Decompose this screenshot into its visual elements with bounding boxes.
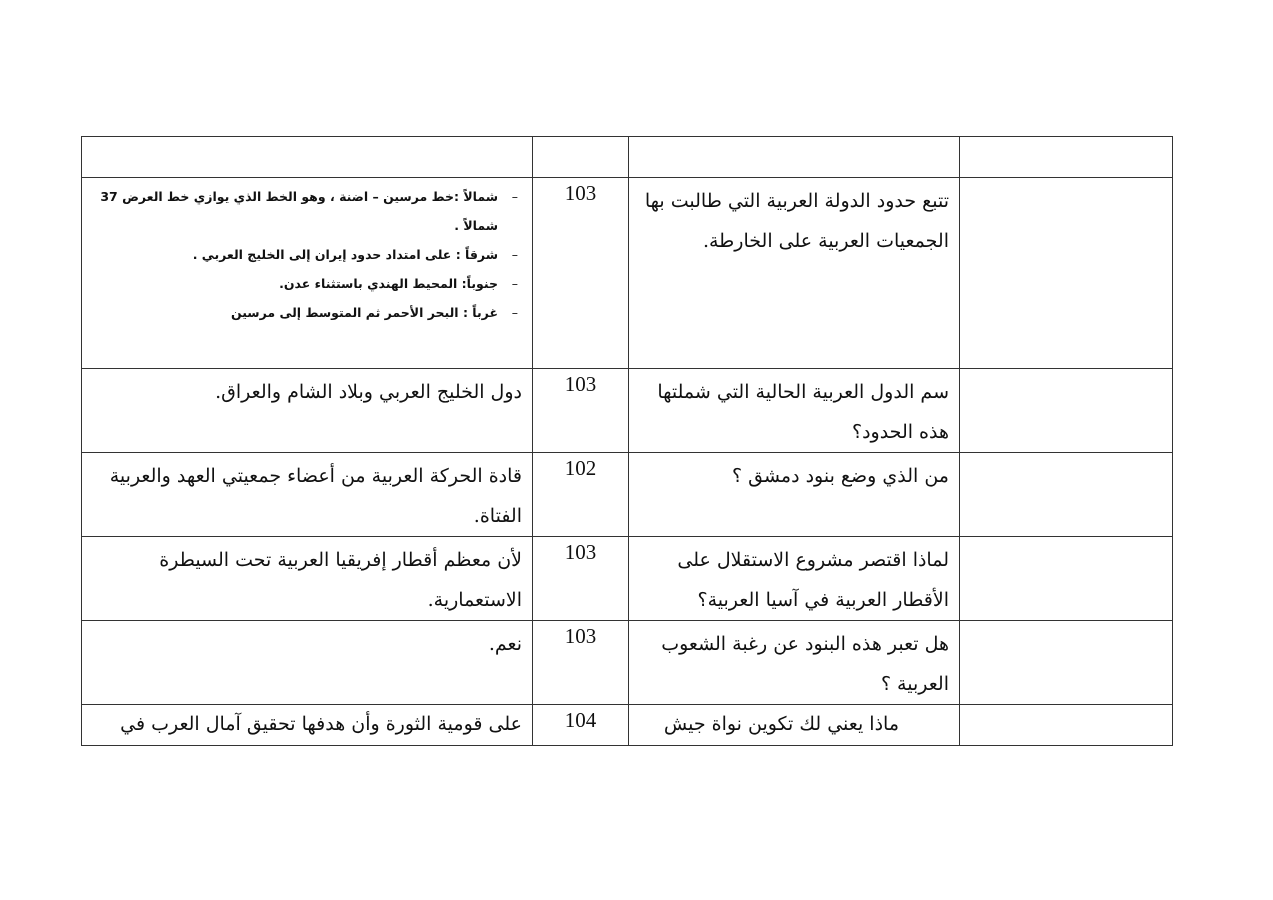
list-item: – غرباً : البحر الأحمر ثم المتوسط إلى مرسين (90, 298, 526, 327)
question-text: هل تعبر هذه البنود عن رغبة الشعوب العربية ؟ (661, 633, 949, 695)
page-number: 104 (564, 708, 597, 732)
blank-cell (960, 621, 1173, 705)
table-row (82, 537, 1173, 621)
answer-cell (82, 621, 533, 705)
page-cell (533, 621, 629, 705)
list-item: – شمالاً :خط مرسين – اضنة ، وهو الخط الذي يوازي خط العرض 37 شمالاً . (90, 182, 526, 240)
answer-text: على قومية الثورة وأن هدفها تحقيق آمال العرب في (120, 713, 522, 735)
page-number: 102 (564, 456, 597, 480)
table-row (82, 705, 1173, 746)
answer-cell (82, 137, 533, 178)
question-cell (629, 137, 960, 178)
answer-cell (82, 369, 533, 453)
answer-cell (82, 537, 533, 621)
qa-table (81, 136, 1173, 746)
page-cell (533, 537, 629, 621)
page-cell (533, 705, 629, 746)
page-number: 103 (564, 540, 597, 564)
blank-cell (960, 137, 1173, 178)
blank-cell (960, 369, 1173, 453)
answer-cell (82, 178, 533, 369)
page-cell (533, 178, 629, 369)
answer-text: دول الخليج العربي وبلاد الشام والعراق. (215, 381, 522, 403)
blank-cell (960, 453, 1173, 537)
borders-list (82, 178, 532, 327)
question-text: من الذي وضع بنود دمشق ؟ (732, 465, 949, 487)
page-cell (533, 137, 629, 178)
table-row (82, 369, 1173, 453)
table-row (82, 621, 1173, 705)
table-row (82, 453, 1173, 537)
question-cell (629, 369, 960, 453)
table-row (82, 178, 1173, 369)
question-cell (629, 537, 960, 621)
blank-cell (960, 178, 1173, 369)
answer-text: نعم. (488, 633, 522, 655)
question-text: ماذا يعني لك تكوين نواة جيش (663, 713, 899, 735)
question-text: تتبع حدود الدولة العربية التي طالبت بها الجمعيات العربية على الخارطة. (644, 190, 949, 252)
page-cell (533, 453, 629, 537)
answer-cell (82, 453, 533, 537)
page-number: 103 (564, 372, 597, 396)
question-text: سم الدول العربية الحالية التي شملتها هذه الحدود؟ (657, 381, 949, 443)
question-text: لماذا اقتصر مشروع الاستقلال على الأقطار العربية في آسيا العربية؟ (677, 549, 949, 611)
blank-cell (960, 537, 1173, 621)
answer-text: قادة الحركة العربية من أعضاء جمعيتي العهد والعربية الفتاة. (109, 465, 522, 527)
question-cell (629, 178, 960, 369)
list-item: – شرقاً : على امتداد حدود إيران إلى الخليج العربي . (90, 240, 526, 269)
question-cell (629, 621, 960, 705)
page-cell (533, 369, 629, 453)
page-number: 103 (564, 181, 597, 205)
blank-cell (960, 705, 1173, 746)
page-number: 103 (564, 624, 597, 648)
question-cell (629, 453, 960, 537)
list-item: – جنوباً: المحيط الهندي باستثناء عدن. (90, 269, 526, 298)
table-row (82, 137, 1173, 178)
answer-text: لأن معظم أقطار إفريقيا العربية تحت السيطرة الاستعمارية. (159, 549, 522, 611)
answer-cell (82, 705, 533, 746)
question-cell (629, 705, 960, 746)
